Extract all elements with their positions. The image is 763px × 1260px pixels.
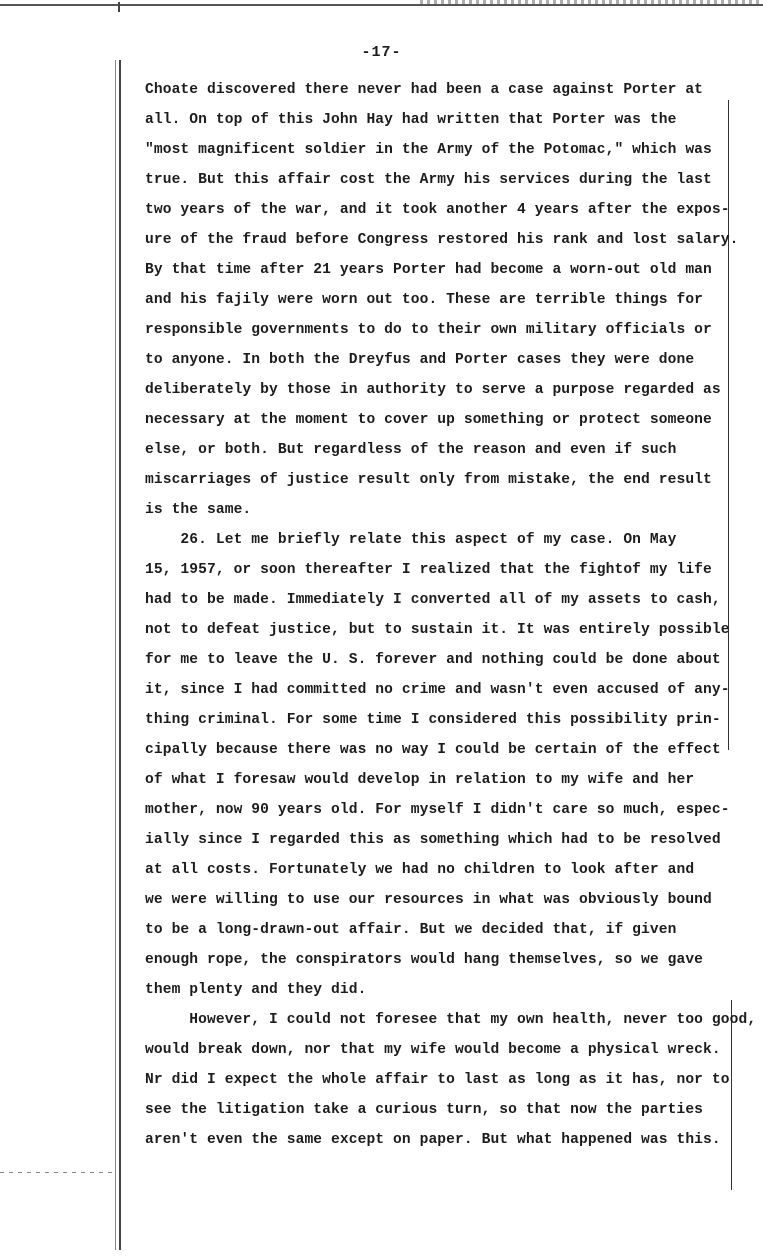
text-line: had to be made. Immediately I converted all of my assets to cash, [145,592,721,608]
text-line: else, or both. But regardless of the reason and even if such [145,442,677,458]
left-margin-tick [0,1172,112,1173]
text-line: to be a long-drawn-out affair. But we decided that, if given [145,922,677,938]
text-line: cipally because there was no way I could be certain of the effect [145,742,721,758]
text-line: However, I could not foresee that my own health, never too good, [145,1012,757,1028]
text-line: enough rope, the conspirators would hang themselves, so we gave [145,952,704,968]
body-text [145,75,757,1155]
text-line: all. On top of this John Hay had written that Porter was the [145,112,677,128]
text-line: miscarriages of justice result only from mistake, the end result [145,472,712,488]
text-line: it, since I had committed no crime and wasn't even accused of any- [145,682,730,698]
text-line: ially since I regarded this as something which had to be resolved [145,832,721,848]
page-number: -17- [361,44,402,61]
text-line: Choate discovered there never had been a case against Porter at [145,82,704,98]
text-line: 15, 1957, or soon thereafter I realized that the fightof my life [145,562,712,578]
text-line: is the same. [145,502,252,518]
text-line: would break down, nor that my wife would become a physical wreck. [145,1042,721,1058]
text-line: thing criminal. For some time I considered this possibility prin- [145,712,721,728]
text-line: two years of the war, and it took another 4 years after the expos- [145,202,730,218]
text-line: not to defeat justice, but to sustain it. It was entirely possible [145,622,730,638]
text-line: for me to leave the U. S. forever and nothing could be done about [145,652,721,668]
text-line: true. But this affair cost the Army his services during the last [145,172,712,188]
left-margin-rule [119,60,121,1250]
text-line: at all costs. Fortunately we had no children to look after and [145,862,695,878]
text-line: and his fajily were worn out too. These are terrible things for [145,292,704,308]
text-line: we were willing to use our resources in what was obviously bound [145,892,712,908]
top-rule [0,4,763,6]
text-line: to anyone. In both the Dreyfus and Porter cases they were done [145,352,695,368]
text-line: them plenty and they did. [145,982,367,998]
text-line: necessary at the moment to cover up something or protect someone [145,412,712,428]
top-rule-tick [118,2,120,12]
left-margin-rule [115,60,116,1250]
text-line: see the litigation take a curious turn, so that now the parties [145,1102,704,1118]
text-line: Nr did I expect the whole affair to last as long as it has, nor to [145,1072,730,1088]
text-line: aren't even the same except on paper. But what happened was this. [145,1132,721,1148]
text-line: "most magnificent soldier in the Army of the Potomac," which was [145,142,712,158]
text-line: mother, now 90 years old. For myself I didn't care so much, espec- [145,802,730,818]
text-line: 26. Let me briefly relate this aspect of my case. On May [145,532,677,548]
text-line: ure of the fraud before Congress restored his rank and lost salary. [145,232,739,248]
text-line: deliberately by those in authority to serve a purpose regarded as [145,382,721,398]
text-line: of what I foresaw would develop in relation to my wife and her [145,772,695,788]
text-line: By that time after 21 years Porter had become a worn-out old man [145,262,712,278]
text-line: responsible governments to do to their own military officials or [145,322,712,338]
